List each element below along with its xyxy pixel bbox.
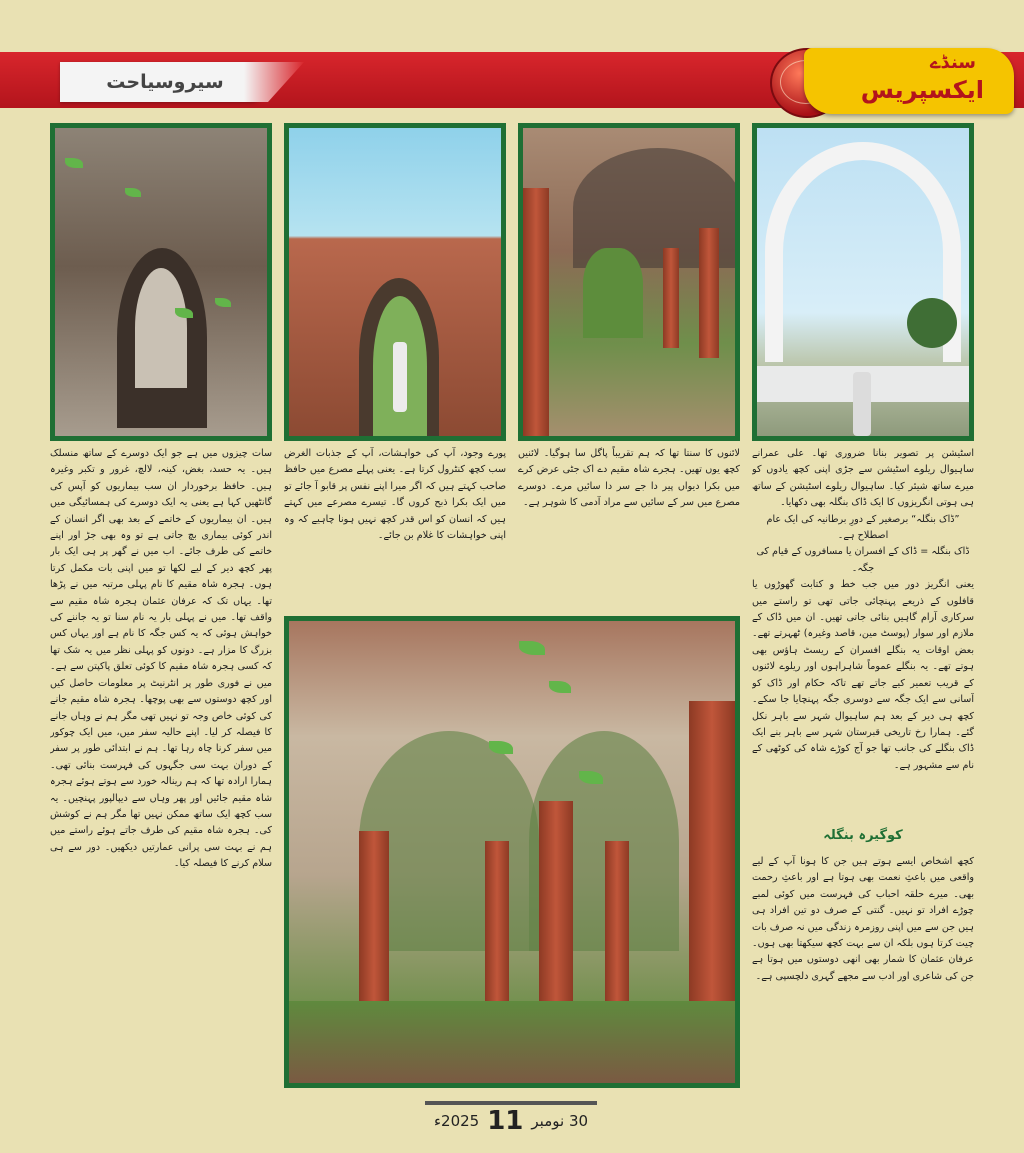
logo-line-1: سنڈے: [930, 52, 976, 73]
photo-arched-ruin-plants: [284, 616, 740, 1088]
sub-heading: کوگیرہ بنگلہ: [823, 828, 903, 843]
quote-line: ”ڈاک بنگلہ“ برصغیر کے دورِ برطانیہ کی ایک عام اصطلاح ہے۔: [766, 513, 960, 542]
date-day: 30 نومبر: [531, 1112, 589, 1130]
text-column-right-lower: [752, 854, 974, 1122]
quote-line: ڈاک بنگلہ = ڈاک کے افسران یا مسافروں کے قیام کی جگہ۔: [756, 546, 970, 574]
publication-logo: [804, 48, 1014, 114]
text-column-mid-left: [284, 446, 506, 610]
text-column-right: [752, 446, 974, 824]
paragraph: لائنوں کا سنتا تھا کہ ہم تقریباً پاگل سا ہوگیا۔ لائنیں کچھ یوں تھیں۔ ہجرے شاہ مقیم دے اک جٹی عرض کرے میں بکرا دیواں پیر دا جے سر دا سائیں مرے۔ دوسرے مصرع میں سر کے سائیں سے مراد آدمی کا شوہر ہے۔: [518, 448, 740, 509]
paragraph: کچھ اشخاص ایسے ہوتے ہیں جن کا ہونا آپ کے لیے واقعی میں باعثِ نعمت بھی ہوتا ہے اور باعثِ رحمت بھی۔ میرے حلقہ احباب کی فہرست میں کوئی لمبے چوڑے افراد تو نہیں۔ گنتی کے صرف دو تین افراد ہی ہیں جن سے میں اپنی روزمرہ زندگی میں نہ صرف بات چیت کرتا ہوں بلکہ ان سے بہت کچھ سیکھتا بھی ہوں۔ عرفان عثمان کا شمار بھی انھی دوستوں میں ہوتا ہے جن کی شاعری اور ادب سے مجھے گہری دلچسپی ہے۔: [752, 856, 974, 982]
page-number: 11: [487, 1106, 524, 1136]
page-date: [425, 1106, 597, 1136]
text-column-mid-right: [518, 446, 740, 610]
paragraph: پورے وجود، آپ کی خواہشات، آپ کے جذبات الغرض سب کچھ کنٹرول کرتا ہے۔ یعنی پہلے مصرع میں حافظ صاحب کہتے ہیں کہ اگر میرا اپنے نفس پر قابو آ جائے تو میں ایک بکرا ذبح کروں گا۔ تیسرے مصرعے میں کہتے ہیں کہ انسان کو اس قدر کچھ نہیں ہونا چاہیے کہ وہ اپنی خواہشات کا غلام بن جائے۔: [284, 448, 506, 542]
text-column-left: [50, 446, 272, 1122]
paragraph: اسٹیشن پر تصویر بنانا ضروری تھا۔ علی عمرانے ساہیوال ریلوے اسٹیشن سے جڑی اپنی کچھ یادوں کو میرے ساتھ شیئر کیا۔ ساہیوال ریلوے اسٹیشن کے ساتھ ہی ہوتی انگریزوں کا ایک ڈاک بنگلہ بھی دکھایا۔: [752, 448, 974, 509]
footer-rule: [425, 1101, 597, 1105]
photo-white-arch-monument: [752, 123, 974, 441]
paragraph: سات چیزوں میں ہے جو ایک دوسرے کے ساتھ منسلک ہیں۔ یہ حسد، بغض، کینہ، لالچ، غرور و تکبر وغیرہ ہیں۔ حافظ برخوردار ان سب بیماریوں کو آپس کی گانٹھیں کہا ہے یعنی یہ ایک دوسرے کی ہمسائیگی میں ہیں۔ ان بیماریوں کے خاتمے کے بعد بھی اگر انسان کے اندر کوئی بیماری بچ جاتی ہے تو وہ بھی جڑ اور اپنے خاتمے کی طرف جائے۔ اب میں نے گھر پر ہی ایک بار پھر کچھ دیر کے لیے لکھا تو میں اپنی بات مکمل کرتا ہوں۔ ہجرہ شاہ مقیم کا نام پہلی مرتبہ میں نے پڑھا تھا۔ یہاں تک کہ عرفان عثمان ہجرہ شاہ مقیم سے واقف تھا۔ میں نے پہلی بار یہ نام سنا تو یہ جاننے کی خواہش ہوئی کہ یہ کس جگہ کا نام ہے اور یہاں کس بزرگ کا مزار ہے۔ دونوں کو پہلی نظر میں یہ شک تھا کہ کسی ہجرہ شاہ مقیم کا کوئی تعلق پاکپتن سے ہے۔ میں نے فوری طور پر انٹرنیٹ پر معلومات حاصل کیں اور کچھ دوستوں سے بھی پوچھا۔ ہجرہ شاہ مقیم جانے کی کوئی خاص وجہ تو نہیں تھی مگر ہم نے وہاں جانے کا فیصلہ کر لیا۔ اپنے حالیہ سفر میں، میں ایک چوکور میں سفر کرنا چاہ رہا تھا۔ ہم نے ابتدائی طور پر سفر کے دوران بہت سی جگہوں کی فہرست بنائی تھی۔ ہمارا ارادہ تھا کہ ہم رینالہ خورد سے ہوتے ہوئے ہجرہ شاہ مقیم جائیں اور پھر وہاں سے دیپالپور پہنچیں۔ یہ سب کچھ ایک ساتھ ممکن نہیں تھا مگر ہم نے کوشش کی۔ ہجرہ شاہ مقیم کی طرف جاتے ہوئے راستے میں ہم نے بہت سی پرانی عمارتیں دیکھیں۔ دور سے ہی سلام کرنے کا فیصلہ کیا۔: [50, 448, 272, 870]
section-title: سیروسیاحت: [60, 62, 270, 102]
paragraph: یعنی انگریز دور میں جب خط و کتابت گھوڑوں یا قافلوں کے ذریعے پہنچائی جاتی تھی تو راستے میں سرکاری آرام گاہیں بنائی جاتی تھیں۔ ان میں ڈاک کے ملازم اور سوار (پوسٹ مین، قاصد وغیرہ) ٹھہرتے تھے۔ بعض اوقات یہ بنگلے افسران کے ریسٹ ہاؤس بھی ہوتے تھے۔ یہ بنگلے عموماً شاہراہوں اور ریلوے لائنوں کے قریب تعمیر کیے جاتے تھے تاکہ حکام اور ڈاک کو آسانی سے ایک جگہ سے دوسری جگہ پہنچایا جا سکے۔ کچھ ہی دیر کے بعد ہم ساہیوال شہر سے باہر نکل گئے۔ ہمارا رخ تاریخی قبرستان شہر سے باہر بنے ایک ڈاک بنگلے کی جانب تھا جو آج کوڑے شاہ کی کوٹھی کے نام سے مشہور ہے۔: [752, 579, 974, 771]
photo-ruined-doorway: [50, 123, 272, 441]
photo-colonnade-corridor: [518, 123, 740, 441]
photo-brick-ruin-man: [284, 123, 506, 441]
date-year: 2025ء: [433, 1112, 480, 1130]
logo-line-2: ایکسپریس: [860, 76, 984, 104]
